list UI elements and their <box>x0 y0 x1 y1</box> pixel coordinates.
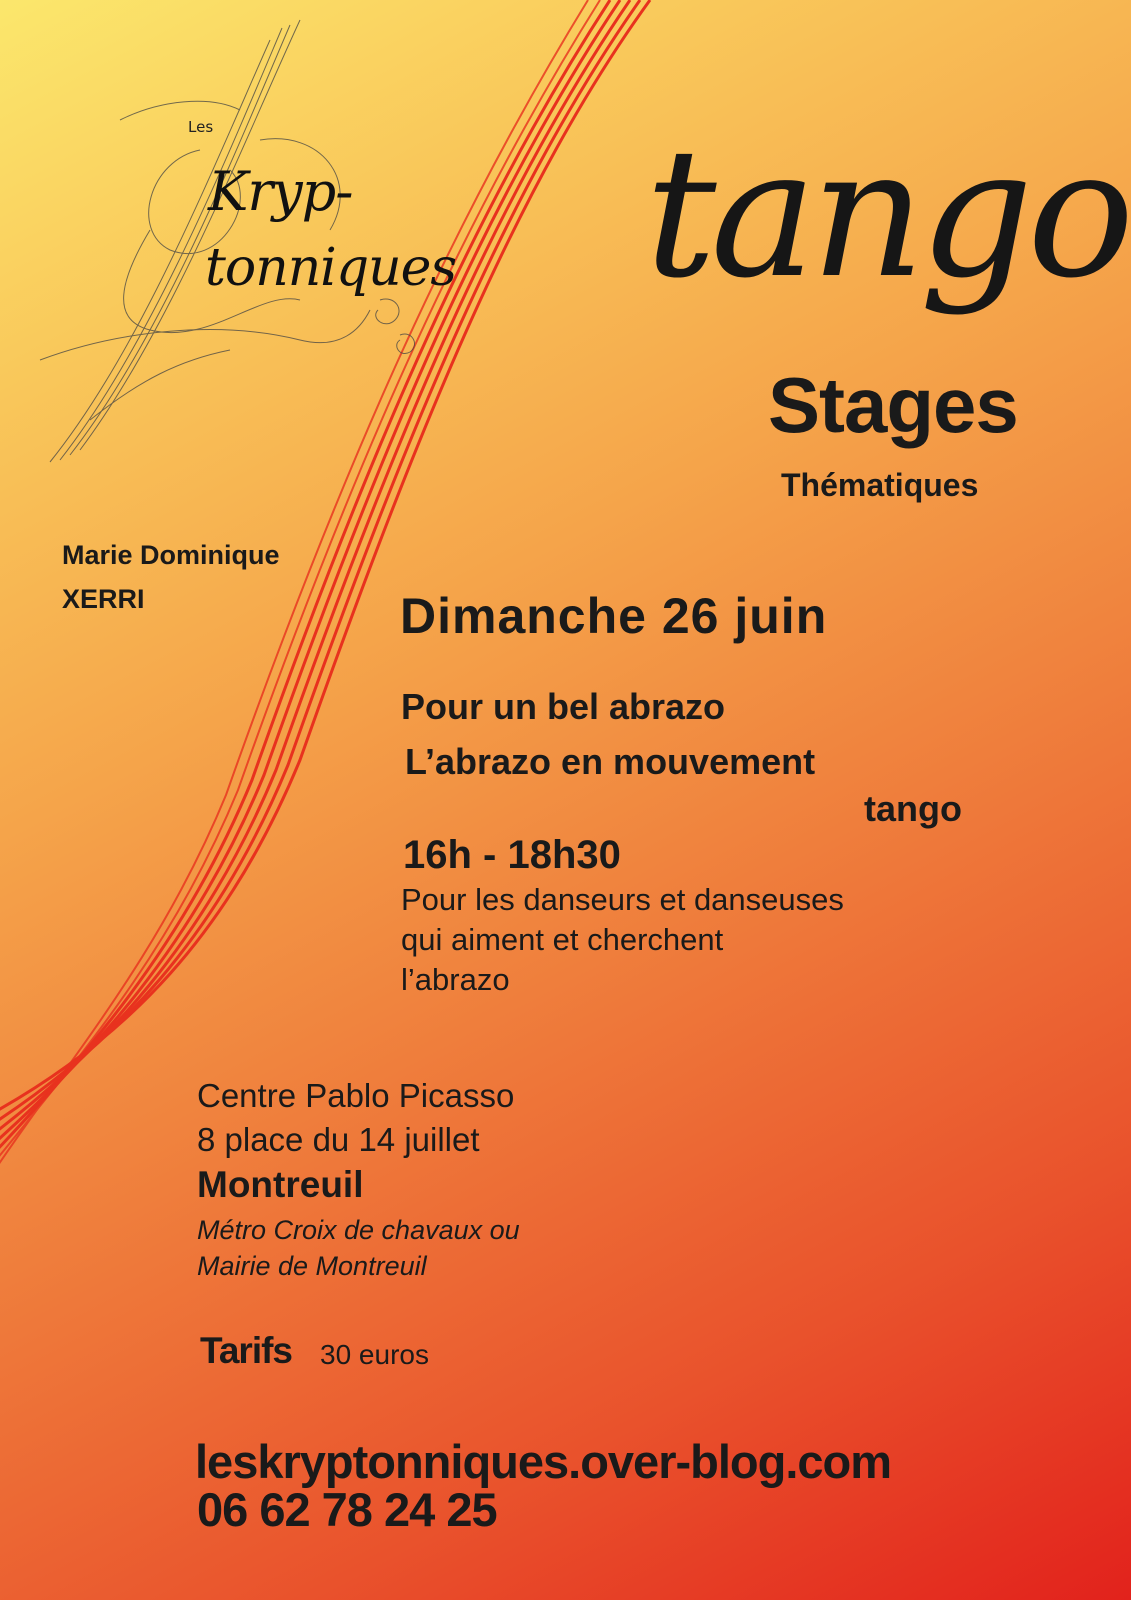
venue-city: Montreuil <box>197 1164 364 1205</box>
event-audience <box>401 880 844 1000</box>
audience-line2: qui aiment et cherchent <box>401 922 724 957</box>
audience-line1: Pour les danseurs et danseuses <box>401 882 844 917</box>
phone-number[interactable]: 06 62 78 24 25 <box>197 1483 497 1536</box>
pricing-value: 30 euros <box>320 1339 429 1370</box>
venue-block <box>197 1074 514 1162</box>
logo-kryp-text: Kryp- <box>208 160 353 223</box>
teacher-last-name: XERRI <box>62 584 145 614</box>
teacher-first-name: Marie Dominique <box>62 540 280 570</box>
venue-name: Centre Pablo Picasso <box>197 1077 515 1114</box>
website-link[interactable]: leskryptonniques.over-blog.com <box>195 1435 892 1488</box>
metro-line2: Mairie de Montreuil <box>197 1251 427 1281</box>
venue-metro <box>197 1212 520 1284</box>
thematiques-subtitle: Thématiques <box>781 467 979 503</box>
pricing-label: Tarifs <box>200 1330 293 1371</box>
event-date: Dimanche 26 juin <box>400 588 828 644</box>
tango-title: tango <box>645 110 1129 317</box>
event-title-line3: tango <box>864 788 962 829</box>
venue-address: 8 place du 14 juillet <box>197 1121 480 1158</box>
metro-line1: Métro Croix de chavaux ou <box>197 1215 520 1245</box>
event-title-line2: L’abrazo en mouvement <box>405 741 816 782</box>
stages-title: Stages <box>768 361 1018 449</box>
teacher-name <box>62 533 280 621</box>
logo-les-text: Les <box>188 118 214 136</box>
audience-line3: l’abrazo <box>401 962 510 997</box>
event-hours: 16h - 18h30 <box>403 833 621 877</box>
event-title-line1: Pour un bel abrazo <box>401 686 726 727</box>
logo-tonniques-text: tonniques <box>205 238 457 298</box>
